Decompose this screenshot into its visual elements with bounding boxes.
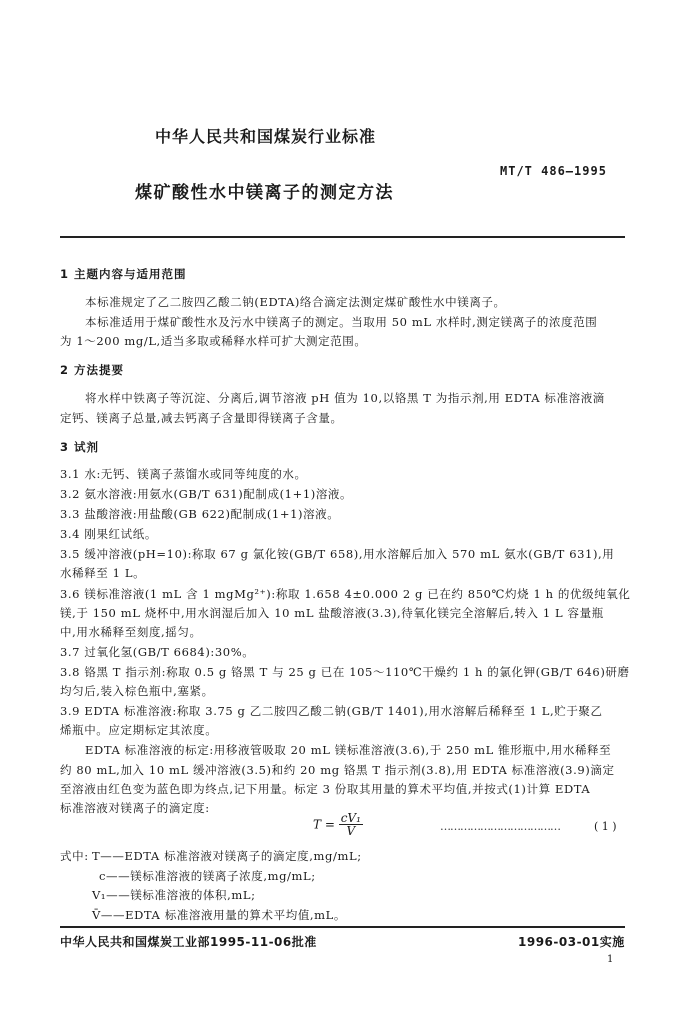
calibration-line-4: 标准溶液对镁离子的滴定度: bbox=[60, 801, 210, 815]
calibration-line-3: 至溶液由红色变为蓝色即为终点,记下用量。标定 3 份取其用量的算术平均值,并按式(1)计算 EDTA bbox=[60, 782, 591, 796]
item-3-1: 3.1 水:无钙、镁离子蒸馏水或同等纯度的水。 bbox=[60, 467, 307, 481]
formula-lhs: T = bbox=[313, 817, 335, 832]
formula-fraction bbox=[339, 812, 363, 837]
item-3-8-line-1: 3.8 铬黑 T 指示剂:称取 0.5 g 铬黑 T 与 25 g 已在 105～110℃干燥约 1 h 的氯化钾(GB/T 646)研磨 bbox=[60, 665, 630, 679]
formula-number: ( 1 ) bbox=[594, 820, 617, 833]
where-def-V1: V₁——镁标准溶液的体积,mL; bbox=[92, 888, 256, 902]
bottom-divider bbox=[60, 926, 625, 928]
where-def-c: c——镁标准溶液的镁离子浓度,mg/mL; bbox=[99, 869, 316, 883]
section-3-heading: 3 试剂 bbox=[60, 440, 100, 454]
formula-1 bbox=[313, 812, 363, 837]
calibration-line-1: EDTA 标准溶液的标定:用移液管吸取 20 mL 镁标准溶液(3.6),于 250 mL 锥形瓶中,用水稀释至 bbox=[85, 743, 612, 757]
standard-number: MT/T 486—1995 bbox=[500, 164, 607, 178]
standard-org-heading: 中华人民共和国煤炭行业标准 bbox=[155, 127, 377, 146]
where-intro: 式中: bbox=[60, 849, 89, 863]
section-2-para-line-2: 定钙、镁离子总量,减去钙离子含量即得镁离子含量。 bbox=[60, 411, 343, 425]
item-3-6-line-3: 中,用水稀释至刻度,摇匀。 bbox=[60, 625, 202, 639]
item-3-9-line-2: 烯瓶中。应定期标定其浓度。 bbox=[60, 723, 218, 737]
section-1-heading: 1 主题内容与适用范围 bbox=[60, 267, 187, 281]
section-1-para-1: 本标准规定了乙二胺四乙酸二钠(EDTA)络合滴定法测定煤矿酸性水中镁离子。 bbox=[85, 295, 506, 309]
section-2-para-line-1: 将水样中铁离子等沉淀、分离后,调节溶液 pH 值为 10,以铬黑 T 为指示剂,用 EDTA 标准溶液滴 bbox=[85, 391, 605, 405]
item-3-7: 3.7 过氧化氢(GB/T 6684):30%。 bbox=[60, 645, 255, 659]
implementation-date: 1996-03-01实施 bbox=[518, 935, 625, 949]
item-3-5-line-1: 3.5 缓冲溶液(pH=10):称取 67 g 氯化铵(GB/T 658),用水溶解后加入 570 mL 氨水(GB/T 631),用 bbox=[60, 547, 615, 561]
item-3-9-line-1: 3.9 EDTA 标准溶液:称取 3.75 g 乙二胺四乙酸二钠(GB/T 1401),用水溶解后稀释至 1 L,贮于聚乙 bbox=[60, 704, 603, 718]
where-def-Vbar: V̄——EDTA 标准溶液用量的算术平均值,mL。 bbox=[92, 908, 347, 922]
item-3-3: 3.3 盐酸溶液:用盐酸(GB 622)配制成(1+1)溶液。 bbox=[60, 507, 340, 521]
section-2-heading: 2 方法提要 bbox=[60, 363, 125, 377]
section-1-para-2-line-1: 本标准适用于煤矿酸性水及污水中镁离子的测定。当取用 50 mL 水样时,测定镁离子的浓度范围 bbox=[85, 315, 598, 329]
item-3-5-line-2: 水稀释至 1 L。 bbox=[60, 566, 146, 580]
item-3-6-line-1: 3.6 镁标准溶液(1 mL 含 1 mgMg²⁺):称取 1.658 4±0.000 2 g 已在约 850℃灼烧 1 h 的优级纯氧化 bbox=[60, 587, 631, 601]
formula-denominator: V̄ bbox=[346, 824, 356, 838]
page-title: 煤矿酸性水中镁离子的测定方法 bbox=[135, 183, 394, 203]
approval-line: 中华人民共和国煤炭工业部1995-11-06批准 bbox=[60, 935, 317, 949]
item-3-6-line-2: 镁,于 150 mL 烧杯中,用水润湿后加入 10 mL 盐酸溶液(3.3),待氧化镁完全溶解后,转入 1 L 容量瓶 bbox=[60, 606, 604, 620]
page-number: 1 bbox=[607, 954, 614, 965]
item-3-8-line-2: 均匀后,装入棕色瓶中,塞紧。 bbox=[60, 684, 214, 698]
formula-numerator: cV₁ bbox=[340, 811, 361, 825]
item-3-4: 3.4 刚果红试纸。 bbox=[60, 527, 157, 541]
top-divider bbox=[60, 236, 625, 238]
calibration-line-2: 约 80 mL,加入 10 mL 缓冲溶液(3.5)和约 20 mg 铬黑 T 指示剂(3.8),用 EDTA 标准溶液(3.9)滴定 bbox=[60, 763, 615, 777]
where-def-T: T——EDTA 标准溶液对镁离子的滴定度,mg/mL; bbox=[92, 849, 362, 863]
section-1-para-2-line-2: 为 1～200 mg/L,适当多取或稀释水样可扩大测定范围。 bbox=[60, 334, 367, 348]
item-3-2: 3.2 氨水溶液:用氨水(GB/T 631)配制成(1+1)溶液。 bbox=[60, 487, 353, 501]
formula-leader-dots: ……………………………… bbox=[440, 820, 560, 833]
